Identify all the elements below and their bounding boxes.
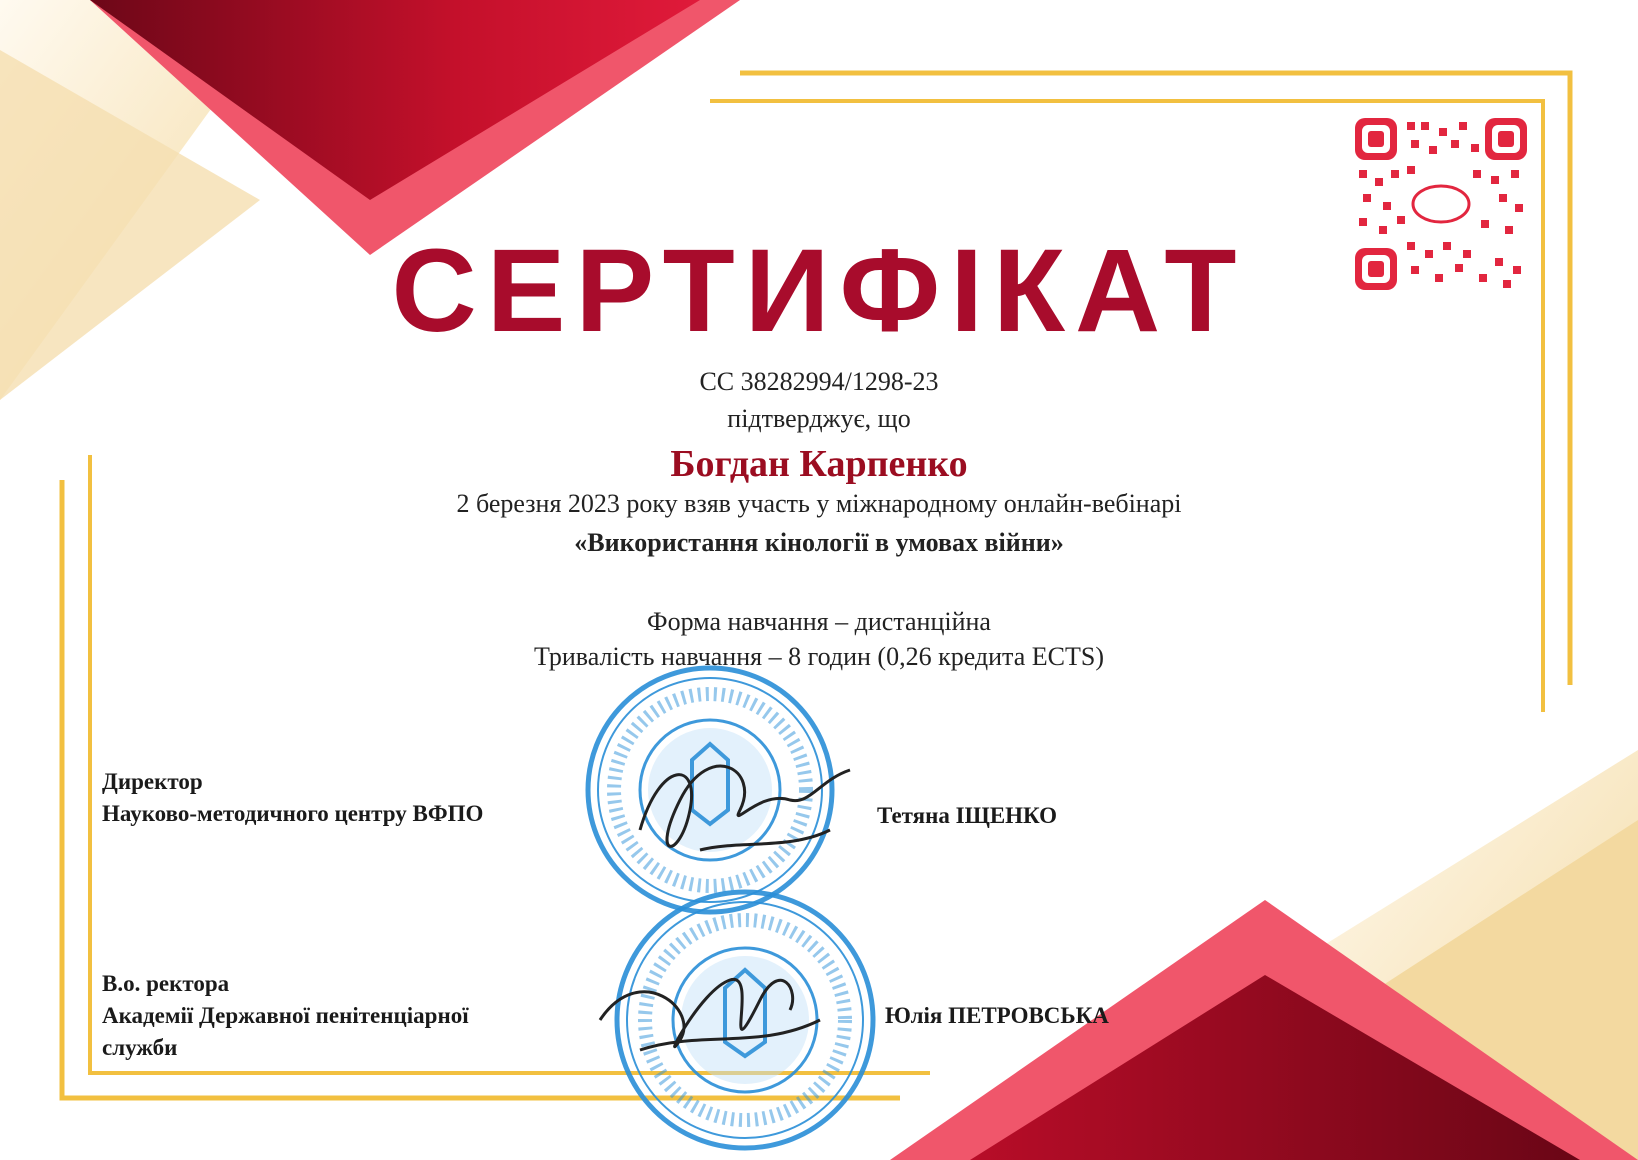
signatory-1-name: Тетяна ІЩЕНКО [877,803,1058,828]
signatory-2-name: Юлія ПЕТРОВСЬКА [885,1003,1109,1028]
study-duration: Тривалість навчання – 8 годин (0,26 кредита ECTS) [533,642,1104,671]
confirms-text: підтверджує, що [727,404,911,433]
signatory-1-position: Директор Науково-методичного центру ВФПО [102,769,484,827]
stamp-icon [588,668,832,912]
certificate-title: СЕРТИФІКАТ [391,225,1247,357]
signatory-2-position: В.о. ректора Академії Державної пенітенціарної служби [102,971,469,1061]
webinar-title: «Використання кінології в умовах війни» [574,528,1064,557]
certificate-number: СС 38282994/1298-23 [699,367,939,396]
study-form: Форма навчання – дистанційна [647,607,991,636]
participation-text: 2 березня 2023 року взяв участь у міжнародному онлайн-вебінарі [456,489,1182,518]
stamp-icon [617,892,873,1148]
recipient-name: Богдан Карпенко [670,443,968,485]
